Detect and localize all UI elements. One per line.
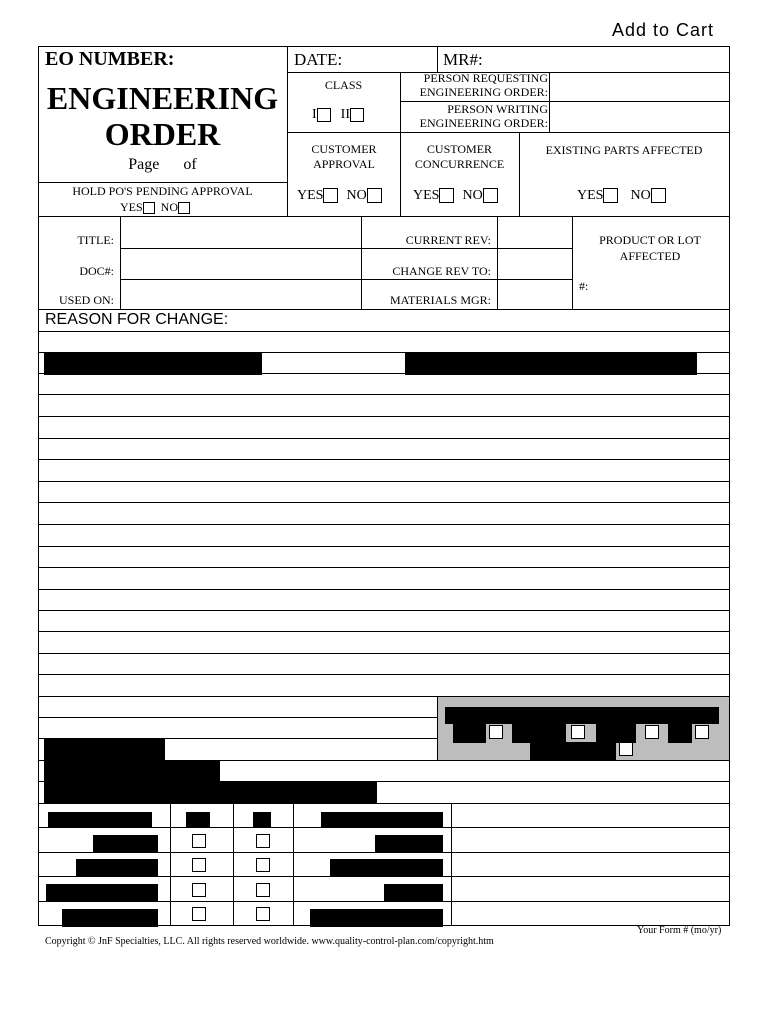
mr-label: MR#:	[443, 50, 483, 69]
parts-no-label: NO	[630, 188, 651, 203]
concurrence-no-checkbox[interactable]	[483, 188, 498, 203]
concurrence-yes-checkbox[interactable]	[439, 188, 454, 203]
add-to-cart-link[interactable]: Add to Cart	[612, 20, 715, 40]
copyright-text: Copyright © JnF Specialties, LLC. All rights reserved worldwide. www.quality-control-plan.com/copyright.htm	[45, 936, 494, 947]
redaction-bar	[453, 724, 486, 743]
parts-yes-label: YES	[577, 188, 604, 203]
approval-no-checkbox[interactable]	[367, 188, 382, 203]
materials-mgr-label: MATERIALS MGR:	[389, 293, 491, 307]
used-on-label: USED ON:	[58, 293, 114, 307]
table-checkbox[interactable]	[192, 858, 206, 872]
redaction-bar	[48, 812, 152, 828]
redaction-bar	[530, 742, 616, 761]
rule-line	[38, 524, 730, 525]
redaction-bar	[93, 835, 158, 853]
table-checkbox[interactable]	[256, 858, 270, 872]
product-lot-label: PRODUCT OR LOT AFFECTED	[599, 233, 701, 263]
hold-yes-label: YES	[120, 200, 143, 214]
your-form-label: Your Form # (mo/yr)	[637, 925, 722, 936]
class-i-checkbox[interactable]	[317, 108, 331, 122]
eo-number-label: EO NUMBER:	[45, 48, 175, 70]
gray-checkbox[interactable]	[571, 725, 585, 739]
customer-concurrence-options	[413, 188, 498, 204]
approval-yes-label: YES	[297, 188, 324, 203]
redaction-bar	[44, 760, 220, 782]
gray-checkbox[interactable]	[489, 725, 503, 739]
doc-input[interactable]	[121, 249, 361, 279]
hold-no-label: NO	[160, 200, 179, 214]
table-checkbox[interactable]	[256, 883, 270, 897]
rule-line	[38, 567, 730, 568]
redaction-bar	[384, 884, 443, 902]
hash-label: #:	[579, 279, 589, 293]
concurrence-no-label: NO	[462, 188, 483, 203]
redaction-bar	[596, 724, 636, 743]
rule-line	[38, 394, 730, 395]
redaction-bar	[253, 812, 271, 828]
class-ii-label: II	[340, 107, 350, 122]
customer-concurrence-label: CUSTOMER CONCURRENCE	[414, 142, 505, 171]
customer-approval-options	[297, 188, 382, 204]
redaction-bar	[44, 352, 262, 375]
gray-checkbox[interactable]	[695, 725, 709, 739]
redaction-bar	[44, 782, 377, 804]
form-title-line1: ENGINEERING	[46, 80, 279, 116]
existing-parts-label: EXISTING PARTS AFFECTED	[545, 143, 703, 157]
redaction-bar	[330, 859, 443, 877]
redaction-bar	[321, 812, 443, 828]
rule-line	[38, 546, 730, 547]
class-options	[312, 107, 364, 123]
rule-line	[38, 438, 730, 439]
redaction-bar	[405, 352, 697, 375]
hold-pos-label: HOLD PO'S PENDING APPROVAL	[72, 184, 253, 198]
used-on-input[interactable]	[121, 280, 361, 309]
hold-pos-yes-no	[120, 200, 190, 215]
reason-for-change-label: REASON FOR CHANGE:	[45, 311, 229, 328]
date-label: DATE:	[294, 50, 343, 69]
rule-line	[38, 481, 730, 482]
parts-no-checkbox[interactable]	[651, 188, 666, 203]
table-checkbox[interactable]	[256, 907, 270, 921]
rule-line	[38, 589, 730, 590]
redaction-bar	[445, 707, 719, 724]
redaction-bar	[44, 739, 165, 761]
redaction-bar	[375, 835, 443, 853]
table-checkbox[interactable]	[192, 834, 206, 848]
title-label: TITLE:	[77, 233, 114, 247]
redaction-bar	[668, 724, 692, 743]
redaction-bar	[76, 859, 158, 877]
gray-checkbox[interactable]	[619, 742, 633, 756]
table-checkbox[interactable]	[192, 883, 206, 897]
rule-line	[38, 631, 730, 632]
redaction-bar	[62, 909, 158, 927]
person-requesting-label: PERSON REQUESTING ENGINEERING ORDER:	[419, 71, 548, 99]
rule-line	[38, 653, 730, 654]
rule-line	[38, 459, 730, 460]
redaction-bar	[512, 724, 566, 743]
table-checkbox[interactable]	[256, 834, 270, 848]
redaction-bar	[186, 812, 210, 828]
existing-parts-options	[577, 188, 666, 204]
class-i-label: I	[312, 107, 317, 122]
page-of-label: Page of	[128, 156, 197, 173]
approval-no-label: NO	[346, 188, 367, 203]
gray-checkbox[interactable]	[645, 725, 659, 739]
class-label: CLASS	[324, 78, 363, 92]
redaction-bar	[46, 884, 158, 902]
hold-yes-checkbox[interactable]	[143, 202, 155, 214]
class-ii-checkbox[interactable]	[350, 108, 364, 122]
rule-line	[38, 416, 730, 417]
approval-yes-checkbox[interactable]	[323, 188, 338, 203]
current-rev-label: CURRENT REV:	[405, 233, 491, 247]
change-rev-to-label: CHANGE REV TO:	[392, 264, 491, 278]
rule-line	[38, 502, 730, 503]
title-input[interactable]	[121, 217, 361, 248]
hold-no-checkbox[interactable]	[178, 202, 190, 214]
form-title-line2: ORDER	[104, 116, 221, 152]
rule-line	[38, 610, 730, 611]
table-checkbox[interactable]	[192, 907, 206, 921]
doc-label: DOC#:	[79, 264, 114, 278]
customer-approval-label: CUSTOMER APPROVAL	[311, 142, 377, 171]
person-writing-label: PERSON WRITING ENGINEERING ORDER:	[419, 102, 548, 130]
concurrence-yes-label: YES	[413, 188, 440, 203]
parts-yes-checkbox[interactable]	[603, 188, 618, 203]
redaction-bar	[310, 909, 443, 927]
rule-line	[38, 674, 730, 675]
